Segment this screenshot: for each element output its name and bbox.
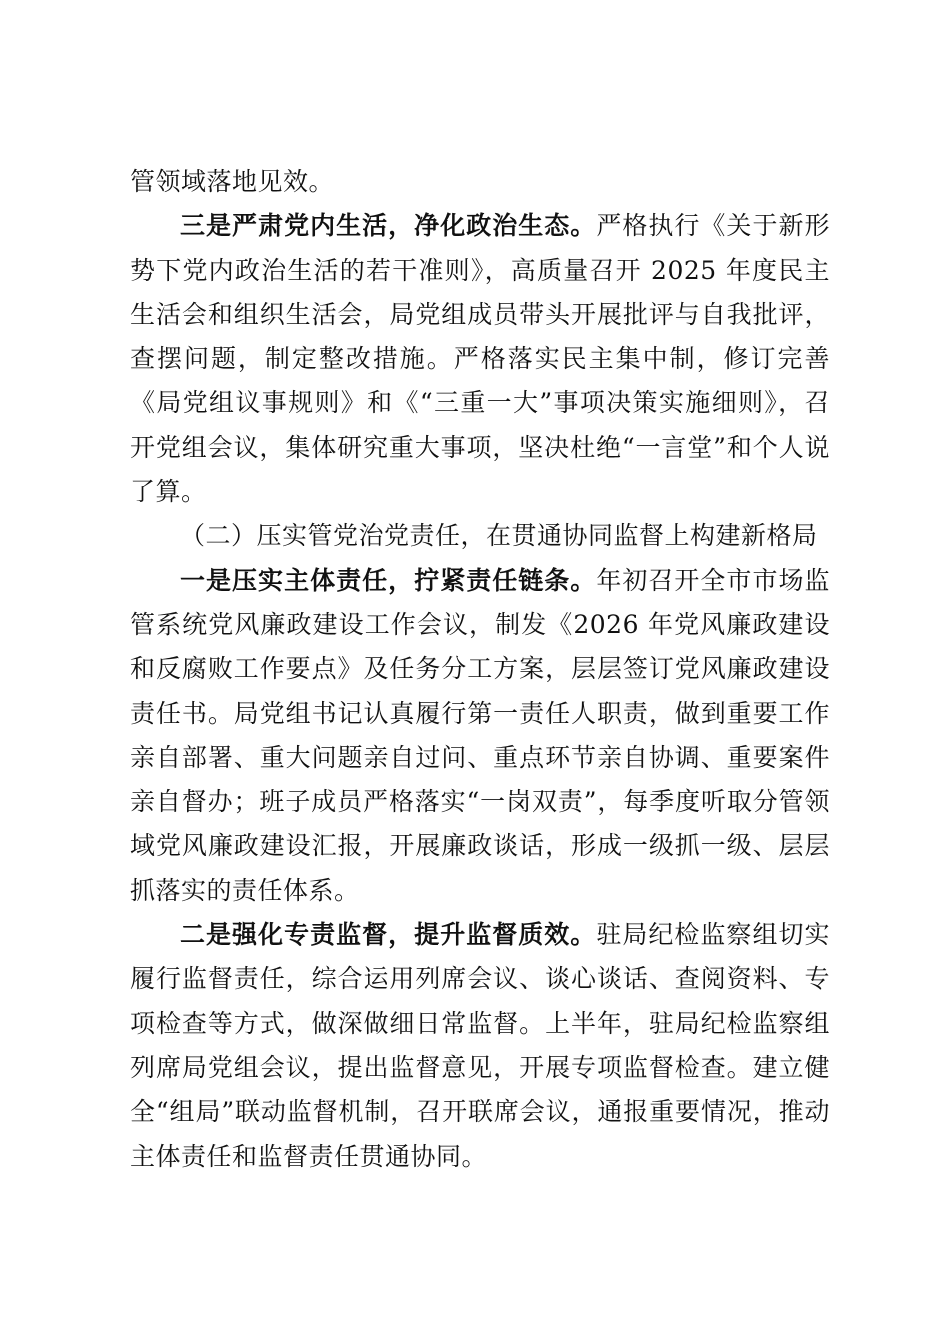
paragraph-main-responsibility bbox=[130, 559, 830, 913]
paragraph-strict-party-life bbox=[130, 204, 830, 514]
paragraph-body-main-responsibility: 年初召开全市市场监管系统党风廉政建设工作会议，制发《2026 年党风廉政建设和反腐败工作要点》及任务分工方案，层层签订党风廉政建设责任书。局党组书记认真履行第一责任人职责，做到重要工作亲自部署、重大问题亲自过问、重点环节亲自协调、重要案件亲自督办；班子成员严格落实“一岗双责”，每季度听取分管领域党风廉政建设汇报，开展廉政谈话，形成一级抓一级、层层抓落实的责任体系。 bbox=[130, 565, 830, 905]
document-body bbox=[130, 160, 830, 1179]
section-heading-2: （二）压实管党治党责任，在贯通协同监督上构建新格局 bbox=[180, 521, 818, 551]
paragraph-body-strict-party-life: 严格执行《关于新形势下党内政治生活的若干准则》，高质量召开 2025 年度民主生活会和组织生活会，局党组成员带头开展批评与自我批评，查摆问题，制定整改措施。严格落实民主集中制，修订完善《局党组议事规则》和《“三重一大”事项决策实施细则》，召开党组会议，集体研究重大事项，坚决杜绝“一言堂”和个人说了算。 bbox=[130, 211, 830, 507]
paragraph-body-special-supervision: 驻局纪检监察组切实履行监督责任，综合运用列席会议、谈心谈话、查阅资料、专项检查等方式，做深做细日常监督。上半年，驻局纪检监察组列席局党组会议，提出监督意见，开展专项监督检查。建立健全“组局”联动监督机制，召开联席会议，通报重要情况，推动主体责任和监督责任贯通协同。 bbox=[130, 920, 830, 1171]
paragraph-lead-strict-party-life: 三是严肃党内生活，净化政治生态。 bbox=[180, 211, 597, 241]
paragraph-lead-special-supervision: 二是强化专责监督，提升监督质效。 bbox=[180, 920, 597, 950]
paragraph-lead-main-responsibility: 一是压实主体责任，拧紧责任链条。 bbox=[180, 565, 597, 595]
paragraph-special-supervision bbox=[130, 913, 830, 1179]
paragraph-continuation: 管领域落地见效。 bbox=[130, 167, 335, 196]
